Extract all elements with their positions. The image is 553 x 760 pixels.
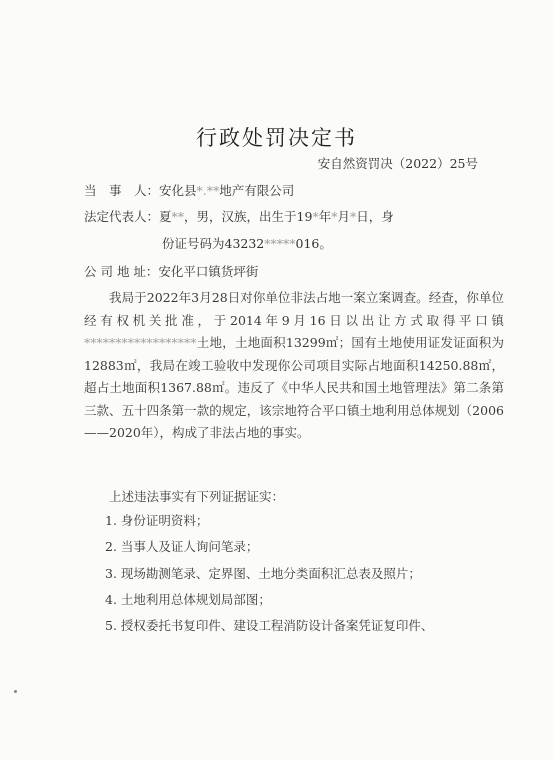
id-number-line bbox=[162, 234, 332, 252]
evidence-intro bbox=[84, 486, 504, 509]
id-text: 份证号码为43232 bbox=[162, 236, 265, 251]
address-line bbox=[84, 262, 258, 280]
facts-masked: ****************** bbox=[84, 335, 197, 350]
evidence-item: 3. 现场勘测笔录、定界图、土地分类面积汇总表及照片； bbox=[105, 566, 421, 581]
party-label: 当 事 人： bbox=[84, 183, 160, 198]
rep-masked: ** bbox=[171, 209, 185, 224]
rep-text: ，男，汉族，出生于19 bbox=[184, 209, 313, 224]
party-value: 安化县 bbox=[159, 183, 197, 198]
scan-speck bbox=[14, 690, 17, 693]
evidence-item: 2. 当事人及证人询问笔录； bbox=[105, 539, 259, 554]
party-masked: *.** bbox=[196, 183, 220, 198]
facts-text: 土地，土地面积13299㎡；国有土地使用证发证面积为12883㎡，我局在竣工验收中发现你公司项目实际占地面积14250.88㎡，超占土地面积1367.88㎡。违反了《中华人民共和国土地管理法》第二条第三款、五十四条第一款的规定，该宗地符合平口镇土地利用总体规划（2006——2020年），构成了非法占地的事实。 bbox=[84, 335, 504, 440]
rep-masked: * bbox=[349, 209, 357, 224]
rep-text: 日，身 bbox=[356, 209, 394, 224]
rep-masked: * bbox=[312, 209, 319, 224]
document-number: 安自然资罚决（2022）25号 bbox=[317, 156, 478, 171]
address-value: 安化平口镇货坪街 bbox=[158, 264, 259, 279]
document-title: 行政处罚决定书 bbox=[196, 126, 357, 150]
representative-line bbox=[84, 207, 394, 225]
rep-label: 法定代表人： bbox=[84, 209, 160, 224]
evidence-intro-text: 上述违法事实有下列证据证实： bbox=[109, 489, 285, 504]
rep-text: 月 bbox=[337, 209, 350, 224]
facts-text: 我局于2022年3月28日对你单位非法占地一案立案调查。经查，你单位经有权机关批准，于2014年9月16日以出让方式取得平口镇 bbox=[84, 290, 504, 328]
evidence-item: 4. 土地利用总体规划局部图； bbox=[105, 592, 271, 607]
address-label: 公 司 地 址： bbox=[84, 264, 159, 279]
evidence-item: 1. 身份证明资料； bbox=[105, 513, 209, 528]
facts-paragraph bbox=[84, 287, 504, 445]
party-line bbox=[84, 181, 294, 199]
id-masked: ***** bbox=[264, 236, 296, 251]
id-text: 016。 bbox=[295, 236, 332, 251]
rep-masked: * bbox=[331, 209, 338, 224]
party-suffix: 地产有限公司 bbox=[219, 183, 295, 198]
evidence-item: 5. 授权委托书复印件、建设工程消防设计备案凭证复印件、 bbox=[105, 618, 434, 633]
rep-text: 年 bbox=[318, 209, 332, 224]
rep-text: 夏 bbox=[159, 209, 172, 224]
